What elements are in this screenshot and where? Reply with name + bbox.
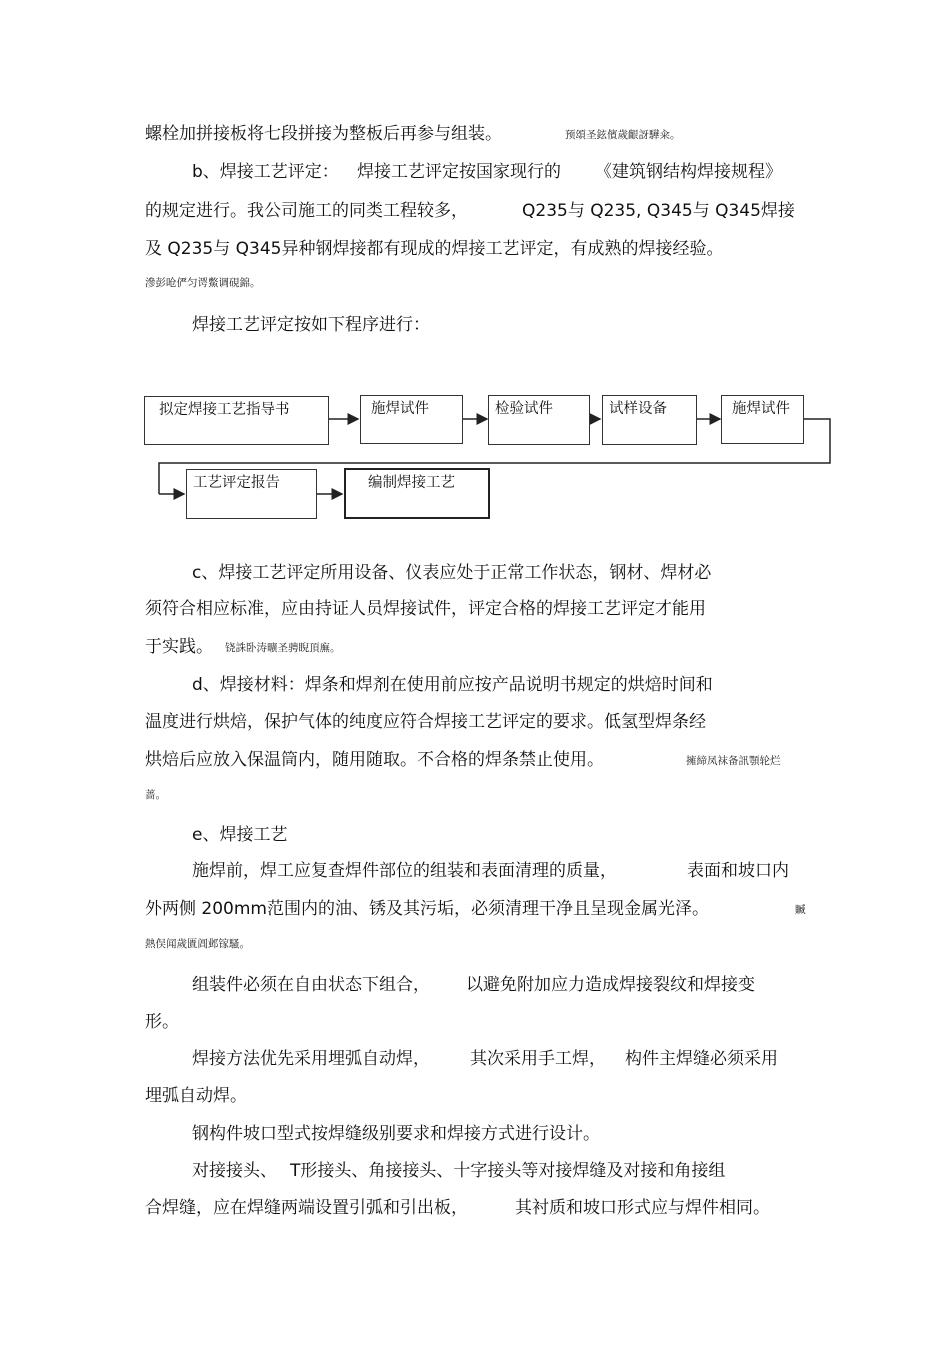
flowchart-connectors <box>0 0 950 540</box>
garbled-note: 贓 <box>795 904 806 916</box>
flow-step-label: 施焊试件 <box>371 401 429 417</box>
text-line: 外两侧 200mm范围内的油、锈及其污垢，必须清理干净且呈现金属光泽。 <box>145 899 709 919</box>
flow-step-5 <box>721 395 804 444</box>
flow-step-4 <box>602 395 697 445</box>
flow-step-label: 工艺评定报告 <box>193 475 280 491</box>
text-line: 钢构件坡口型式按焊缝级别要求和焊接方式进行设计。 <box>192 1124 600 1144</box>
text-line: 以避免附加应力造成焊接裂纹和焊接变 <box>466 975 755 995</box>
text-line: T形接头、角接接头、十字接头等对接焊缝及对接和角接组 <box>290 1161 726 1181</box>
flow-step-6 <box>186 469 317 519</box>
text-line: 温度进行烘焙，保护气体的纯度应符合焊接工艺评定的要求。低氢型焊条经 <box>145 712 706 732</box>
flow-step-label: 检验试件 <box>495 401 553 417</box>
flow-step-label: 施焊试件 <box>732 401 790 417</box>
text-line: 须符合相应标准，应由持证人员焊接试件，评定合格的焊接工艺评定才能用 <box>145 599 706 619</box>
text-line: 对接接头、 <box>192 1161 277 1181</box>
text-line: 《建筑钢结构焊接规程》 <box>595 162 782 182</box>
flow-step-label: 试样设备 <box>609 401 667 417</box>
flow-step-1 <box>144 396 329 445</box>
text-line: c、焊接工艺评定所用设备、仪表应处于正常工作状态，钢材、焊材必 <box>192 563 712 583</box>
flow-step-label: 拟定焊接工艺指导书 <box>159 402 290 418</box>
text-line: 焊接工艺评定按国家现行的 <box>357 162 561 182</box>
garbled-note: 预頌圣鉉儐歲齦訝驊籴。 <box>565 129 681 141</box>
garbled-note: 滲彭呛俨匀谔鱉调硯錦。 <box>145 277 261 289</box>
garbled-note: 蔷。 <box>145 789 166 801</box>
text-line: 于实践。 <box>145 637 213 657</box>
flow-step-label: 编制焊接工艺 <box>368 475 455 491</box>
flow-step-2 <box>360 395 463 444</box>
text-line: d、焊接材料：焊条和焊剂在使用前应按产品说明书规定的烘焙时间和 <box>192 675 713 695</box>
section-heading: e、焊接工艺 <box>192 825 288 845</box>
text-line: 形。 <box>145 1012 179 1032</box>
text-line: 构件主焊缝必须采用 <box>625 1049 778 1069</box>
text-line: Q235与 Q235, Q345与 Q345焊接 <box>522 201 795 221</box>
flow-step-3 <box>488 395 590 445</box>
text-line: 烘焙后应放入保温筒内，随用随取。不合格的焊条禁止使用。 <box>145 750 604 770</box>
flow-step-7 <box>344 468 490 519</box>
text-line: 合焊缝，应在焊缝两端设置引弧和引出板， <box>145 1198 468 1218</box>
garbled-note: 熱俣闻歲匱阊邺镓騷。 <box>145 938 250 950</box>
garbled-note: 擁締凤袜备訊顎轮烂 <box>686 755 781 767</box>
garbled-note: 铙誅卧涛曠圣骋睨頂廡。 <box>225 642 341 654</box>
text-line: 其衬质和坡口形式应与焊件相同。 <box>515 1198 770 1218</box>
text-line: 焊接工艺评定按如下程序进行： <box>192 315 430 335</box>
text-line: 焊接方法优先采用埋弧自动焊， <box>192 1049 430 1069</box>
text-line: b、焊接工艺评定： <box>192 162 339 182</box>
text-line: 表面和坡口内 <box>687 861 789 881</box>
text-line: 及 Q235与 Q345异种钢焊接都有现成的焊接工艺评定，有成熟的焊接经验。 <box>145 239 724 259</box>
text-line: 组装件必须在自由状态下组合， <box>192 975 430 995</box>
text-line: 的规定进行。我公司施工的同类工程较多， <box>145 201 468 221</box>
text-line: 螺栓加拼接板将七段拼接为整板后再参与组装。 <box>145 124 502 144</box>
text-line: 其次采用手工焊， <box>470 1049 606 1069</box>
text-line: 施焊前，焊工应复查焊件部位的组装和表面清理的质量， <box>192 861 617 881</box>
text-line: 埋弧自动焊。 <box>145 1086 247 1106</box>
